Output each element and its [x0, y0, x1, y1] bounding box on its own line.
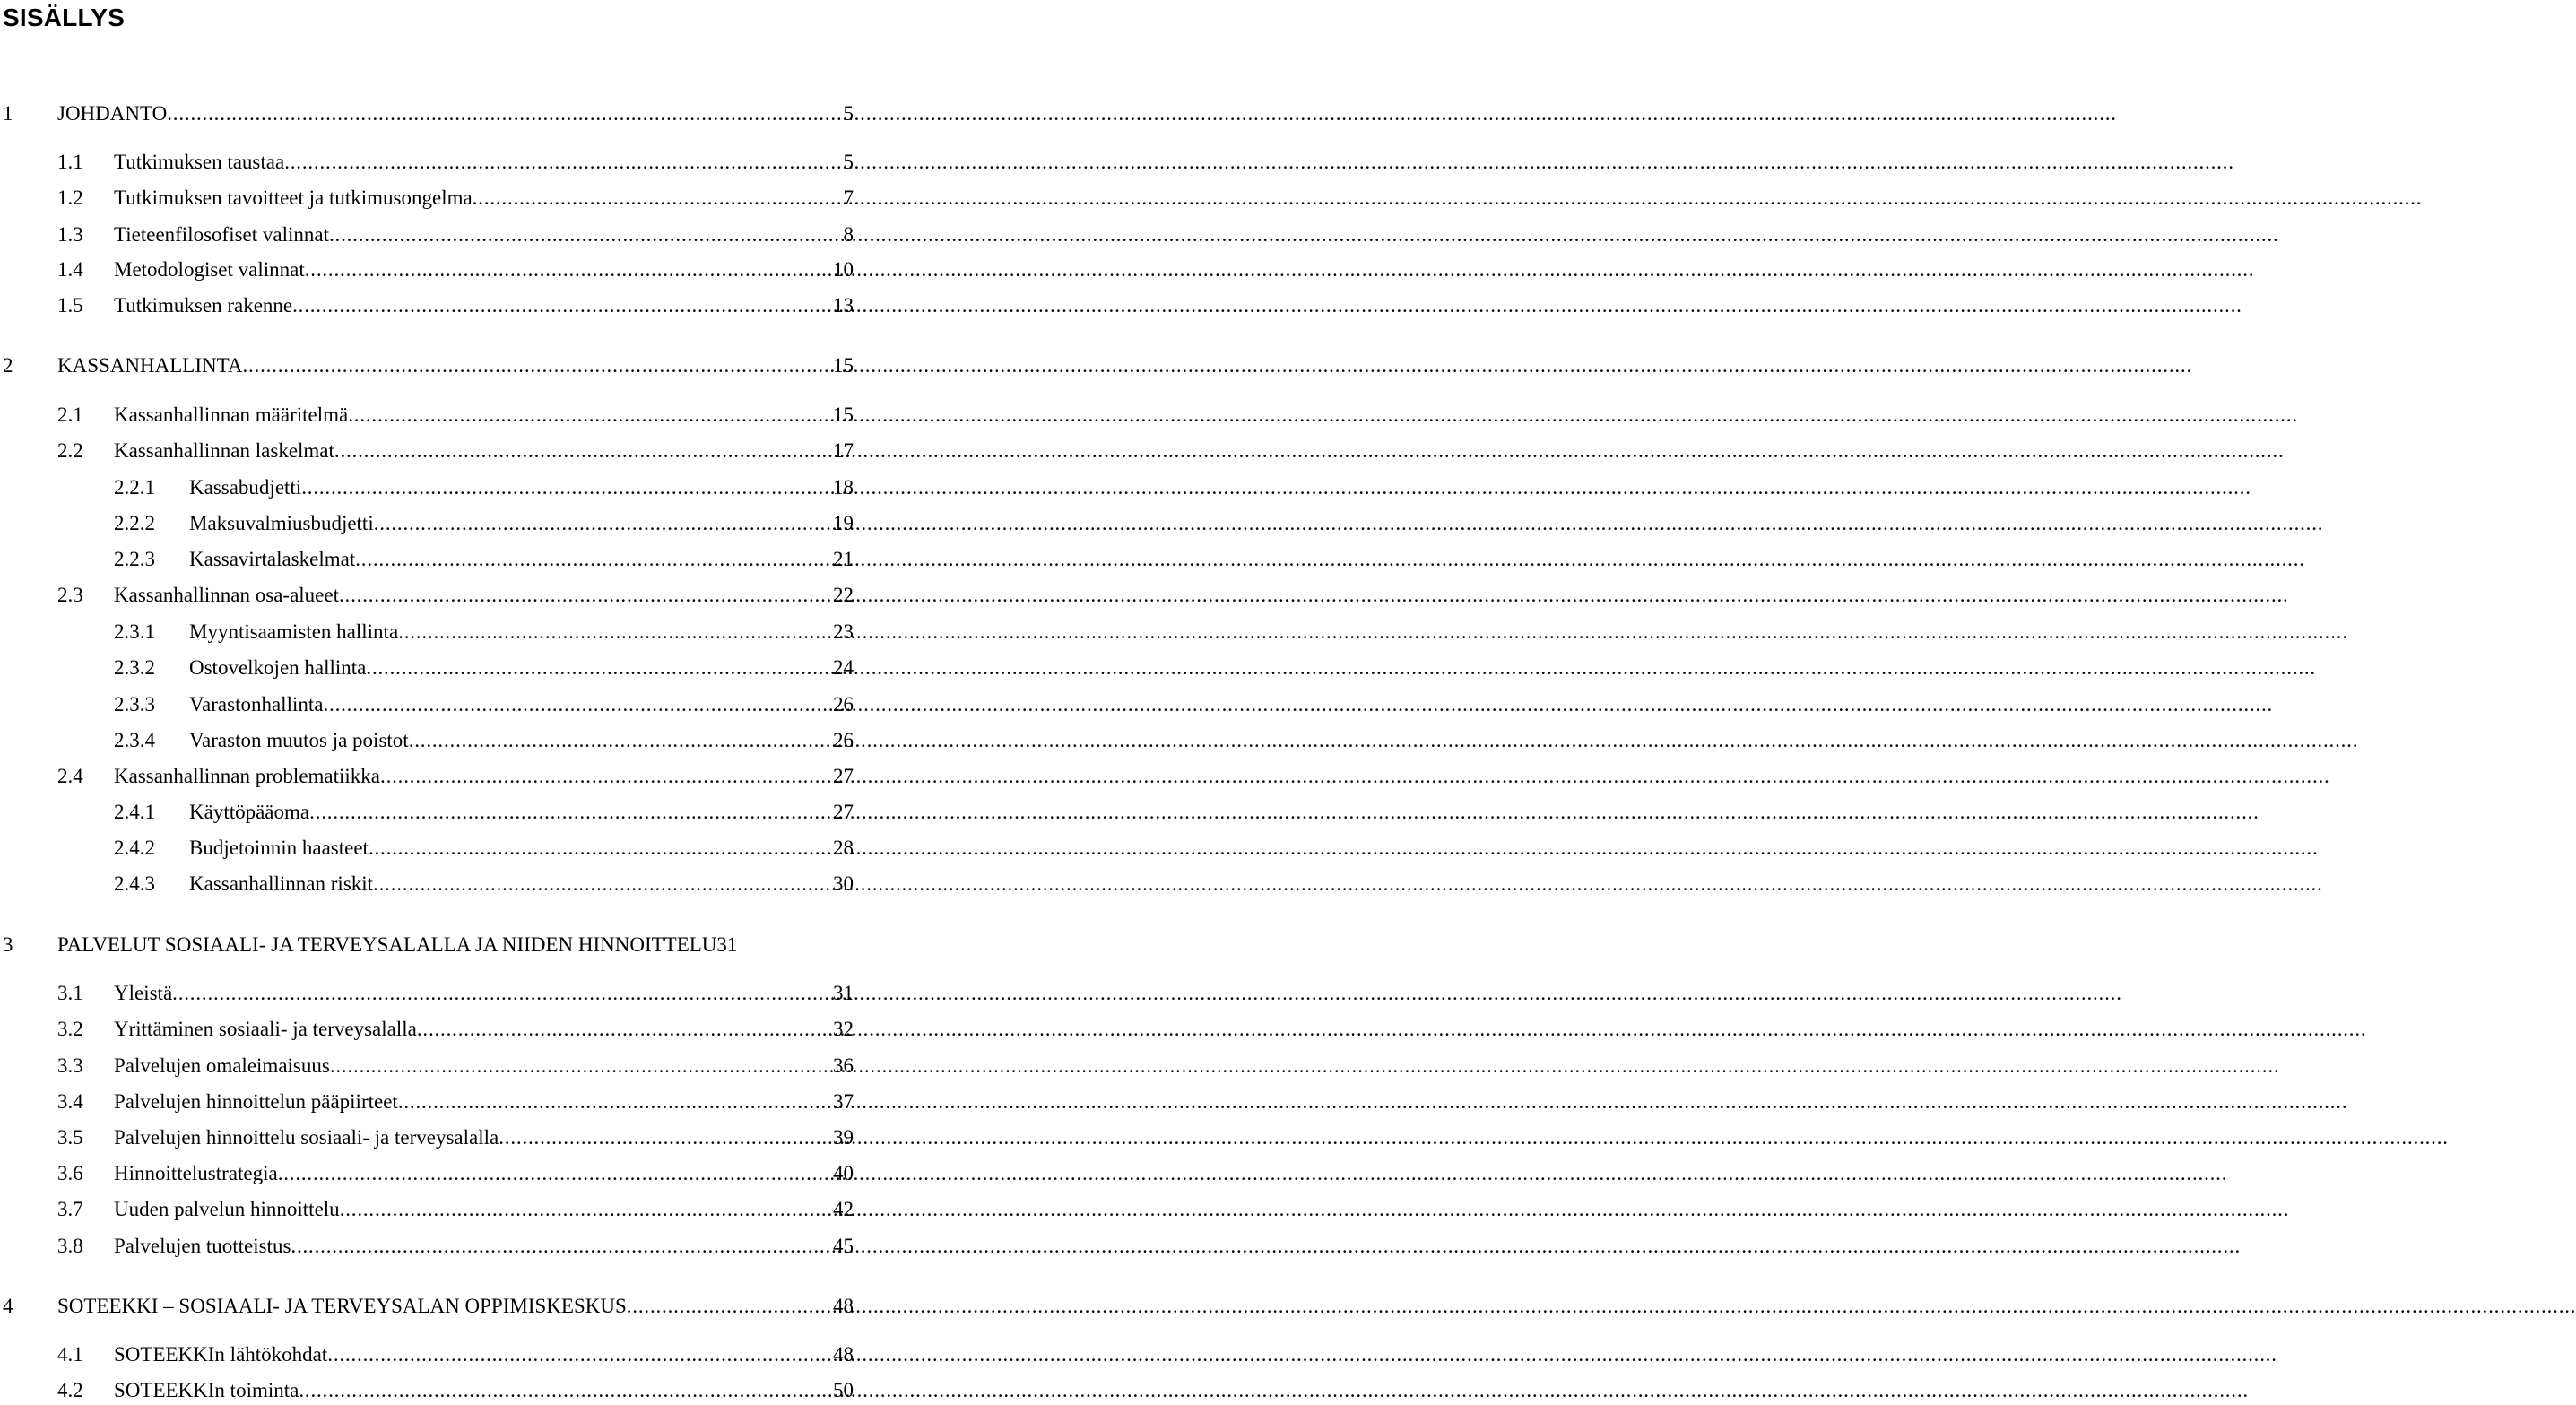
dot-leader — [380, 762, 830, 791]
dot-leader — [299, 1376, 830, 1405]
dot-leader — [417, 1015, 830, 1044]
toc-entry-number: 2.2.2 — [114, 512, 155, 534]
toc-entry-title: Kassavirtalaskelmat — [189, 548, 356, 570]
toc-entry-3-2[interactable] — [57, 1015, 854, 1044]
dot-leader — [373, 870, 830, 898]
dot-leader — [242, 351, 830, 380]
toc-entry-title: Myyntisaamisten hallinta — [189, 620, 399, 643]
toc-entry-page: 32 — [833, 1018, 854, 1040]
toc-entry-page: 31 — [833, 982, 854, 1004]
dot-leader — [292, 291, 830, 320]
toc-entry-number: 3.8 — [57, 1235, 83, 1257]
toc-entry-title: Palvelujen hinnoittelu sosiaali- ja terveysalalla — [114, 1126, 499, 1149]
toc-entry-page: 37 — [833, 1090, 854, 1113]
toc-entry-number: 1.4 — [57, 258, 83, 281]
toc-entry-2-2-3[interactable] — [114, 545, 854, 574]
toc-entry-title: Metodologiset valinnat — [114, 258, 305, 281]
toc-entry-number: 2.3.2 — [114, 656, 155, 679]
dot-leader — [374, 509, 830, 538]
dot-leader — [305, 256, 830, 284]
toc-entry-2-4[interactable] — [57, 762, 854, 791]
toc-entry-title: Palvelujen hinnoittelun pääpiirteet — [114, 1090, 398, 1113]
toc-entry-number: 4.1 — [57, 1343, 83, 1366]
dot-leader — [291, 1232, 830, 1261]
toc-entry-page: 48 — [833, 1295, 854, 1317]
toc-entry-title: Yleistä — [114, 982, 173, 1004]
toc-entry-page: 22 — [833, 584, 854, 606]
toc-entry-page: 50 — [833, 1379, 854, 1401]
toc-entry-3-5[interactable] — [57, 1123, 854, 1152]
toc-entry-title: Uuden palvelun hinnoittelu — [114, 1198, 340, 1220]
dot-leader — [369, 834, 830, 863]
toc-entry-title: Budjetoinnin haasteet — [189, 837, 369, 859]
toc-entry-page: 7 — [843, 186, 854, 209]
toc-entry-2-1[interactable] — [57, 401, 854, 429]
toc-entry-1-3[interactable] — [57, 221, 854, 249]
toc-entry-page: 36 — [833, 1054, 854, 1077]
toc-entry-2-3-4[interactable] — [114, 726, 854, 755]
dot-leader — [627, 1292, 830, 1321]
toc-entry-number: 3.3 — [57, 1054, 83, 1077]
dot-leader — [355, 545, 830, 574]
toc-entry-3-7[interactable] — [57, 1195, 854, 1224]
toc-entry-number: 2.3 — [57, 584, 83, 606]
toc-entry-page: 8 — [843, 223, 854, 246]
toc-entry-number: 3.1 — [57, 982, 83, 1004]
dot-leader — [473, 184, 841, 212]
toc-entry-number: 1.3 — [57, 223, 83, 246]
toc-entry-number: 1.2 — [57, 186, 83, 209]
toc-entry-page: 28 — [833, 837, 854, 859]
toc-entry-1[interactable] — [3, 100, 854, 128]
dot-leader — [330, 1052, 830, 1080]
toc-entry-title: Palvelujen omaleimaisuus — [114, 1054, 330, 1077]
toc-entry-page: 24 — [833, 656, 854, 679]
page-title: SISÄLLYS — [3, 4, 125, 31]
toc-entry-2[interactable] — [3, 351, 854, 380]
toc-entry-number: 1 — [3, 102, 13, 125]
toc-entry-title: Maksuvalmiusbudjetti — [189, 512, 374, 534]
toc-entry-title: Palvelujen tuotteistus — [114, 1235, 291, 1257]
toc-entry-title: KASSANHALLINTA — [57, 354, 243, 377]
toc-entry-title: SOTEEKKIn toiminta — [114, 1379, 299, 1401]
toc-entry-title: Kassabudjetti — [189, 476, 302, 499]
toc-entry-title: Tutkimuksen tavoitteet ja tutkimusongelma — [114, 186, 473, 209]
toc-entry-number: 3.4 — [57, 1090, 83, 1113]
toc-entry-3-3[interactable] — [57, 1052, 854, 1080]
toc-entry-number: 3.2 — [57, 1018, 83, 1040]
toc-entry-1-5[interactable] — [57, 291, 854, 320]
toc-entry-title: Hinnoittelustrategia — [114, 1162, 278, 1184]
toc-entry-number: 2.3.4 — [114, 729, 155, 751]
toc-entry-page: 42 — [833, 1198, 854, 1220]
toc-entry-1-2[interactable] — [57, 184, 854, 212]
toc-entry-page: 26 — [833, 729, 854, 751]
toc-entry-number: 2.2.3 — [114, 548, 155, 570]
toc-entry-page: 26 — [833, 693, 854, 716]
toc-entry-2-4-1[interactable] — [114, 798, 854, 827]
toc-entry-number: 2.3.3 — [114, 693, 155, 716]
dot-leader — [301, 473, 830, 502]
dot-leader — [340, 1195, 830, 1224]
toc-entry-number: 2.4 — [57, 765, 83, 787]
toc-entry-2-4-2[interactable] — [114, 834, 854, 863]
dot-leader — [334, 437, 830, 465]
toc-entry-1-1[interactable] — [57, 148, 854, 177]
toc-entry-page: 5 — [843, 151, 854, 173]
dot-leader — [398, 1088, 830, 1116]
toc-entry-page: 21 — [833, 548, 854, 570]
toc-entry-number: 3.6 — [57, 1162, 83, 1184]
toc-entry-2-4-3[interactable] — [114, 870, 854, 898]
toc-entry-4-1[interactable] — [57, 1340, 854, 1369]
toc-entry-3-4[interactable] — [57, 1088, 854, 1116]
toc-entry-page: 5 — [843, 102, 854, 125]
toc-entry-number: 2.4.1 — [114, 801, 155, 823]
toc-entry-page: 39 — [833, 1126, 854, 1149]
toc-entry-title: PALVELUT SOSIAALI- JA TERVEYSALALLA JA NIIDEN HINNOITTELU — [57, 933, 717, 956]
dot-leader — [327, 1340, 830, 1369]
dot-leader — [323, 690, 830, 719]
toc-entry-page: 27 — [833, 801, 854, 823]
toc-entry-number: 2.2.1 — [114, 476, 155, 499]
dot-leader — [278, 1159, 830, 1188]
dot-leader — [398, 618, 830, 646]
toc-entry-2-2-2[interactable] — [114, 509, 854, 538]
dot-leader — [167, 100, 840, 128]
dot-leader — [499, 1123, 830, 1152]
toc-entry-page: 17 — [833, 439, 854, 462]
toc-entry-4[interactable] — [3, 1292, 854, 1321]
toc-entry-number: 4.2 — [57, 1379, 83, 1401]
toc-entry-4-2[interactable] — [57, 1376, 854, 1405]
toc-entry-3-8[interactable] — [57, 1232, 854, 1261]
toc-entry-page: 23 — [833, 620, 854, 643]
toc-entry-title: Kassanhallinnan määritelmä — [114, 403, 349, 426]
toc-entry-number: 2.1 — [57, 403, 83, 426]
toc-entry-number: 3.7 — [57, 1198, 83, 1220]
toc-entry-page: 48 — [833, 1343, 854, 1366]
toc-entry-number: 1.5 — [57, 294, 83, 317]
toc-entry-page: 10 — [833, 258, 854, 281]
dot-leader — [366, 654, 830, 682]
dot-leader — [329, 221, 841, 249]
toc-entry-page: 27 — [833, 765, 854, 787]
toc-entry-2-2-1[interactable] — [114, 473, 854, 502]
toc-entry-2-3[interactable] — [57, 581, 854, 610]
toc-entry-title: Käyttöpääoma — [189, 801, 310, 823]
toc-entry-number: 2 — [3, 354, 13, 377]
toc-entry-1-4[interactable] — [57, 256, 854, 284]
toc-entry-3-6[interactable] — [57, 1159, 854, 1188]
toc-entry-title: Tutkimuksen taustaa — [114, 151, 285, 173]
toc-entry-title: Yrittäminen sosiaali- ja terveysalalla — [114, 1018, 417, 1040]
dot-leader — [309, 798, 830, 827]
toc-entry-page: 40 — [833, 1162, 854, 1184]
dot-leader — [409, 726, 830, 755]
dot-leader — [284, 148, 840, 177]
toc-entry-3-1[interactable] — [57, 979, 854, 1008]
toc-entry-title: Kassanhallinnan laskelmat — [114, 439, 334, 462]
toc-entry-title: Kassanhallinnan riskit — [189, 872, 374, 895]
toc-entry-title: Varastonhallinta — [189, 693, 324, 716]
dot-leader — [348, 401, 830, 429]
toc-entry-title: Tutkimuksen rakenne — [114, 294, 293, 317]
toc-entry-title: Ostovelkojen hallinta — [189, 656, 367, 679]
toc-entry-title: Varaston muutos ja poistot — [189, 729, 409, 751]
toc-entry-title: SOTEEKKIn lähtökohdat — [114, 1343, 328, 1366]
toc-entry-2-3-1[interactable] — [114, 618, 854, 646]
toc-entry-number: 3.5 — [57, 1126, 83, 1149]
toc-entry-2-2[interactable] — [57, 437, 854, 465]
toc-entry-number: 2.2 — [57, 439, 83, 462]
toc-entry-title: Kassanhallinnan osa-alueet — [114, 584, 339, 606]
toc-entry-page: 31 — [716, 933, 738, 956]
toc-entry-number: 2.3.1 — [114, 620, 155, 643]
toc-entry-title: JOHDANTO — [57, 102, 168, 125]
toc-entry-title: Kassanhallinnan problematiikka — [114, 765, 381, 787]
toc-entry-title: Tieteenfilosofiset valinnat — [114, 223, 329, 246]
toc-entry-2-3-2[interactable] — [114, 654, 854, 682]
toc-entry-number: 2.4.2 — [114, 837, 155, 859]
toc-entry-number: 3 — [3, 933, 13, 956]
toc-entry-page: 13 — [833, 294, 854, 317]
toc-entry-number: 4 — [3, 1295, 13, 1317]
toc-entry-page: 45 — [833, 1235, 854, 1257]
toc-entry-page: 30 — [833, 872, 854, 895]
toc-entry-page: 15 — [833, 354, 854, 377]
toc-entry-2-3-3[interactable] — [114, 690, 854, 719]
toc-entry-page: 18 — [833, 476, 854, 499]
toc-entry-3[interactable] — [3, 931, 854, 959]
dot-leader — [339, 581, 830, 610]
toc-entry-number: 2.4.3 — [114, 872, 155, 895]
toc-entry-page: 19 — [833, 512, 854, 534]
dot-leader — [172, 979, 830, 1008]
toc-entry-title: SOTEEKKI – SOSIAALI- JA TERVEYSALAN OPPIMISKESKUS — [57, 1295, 627, 1317]
toc-entry-number: 1.1 — [57, 151, 83, 173]
toc-entry-page: 15 — [833, 403, 854, 426]
